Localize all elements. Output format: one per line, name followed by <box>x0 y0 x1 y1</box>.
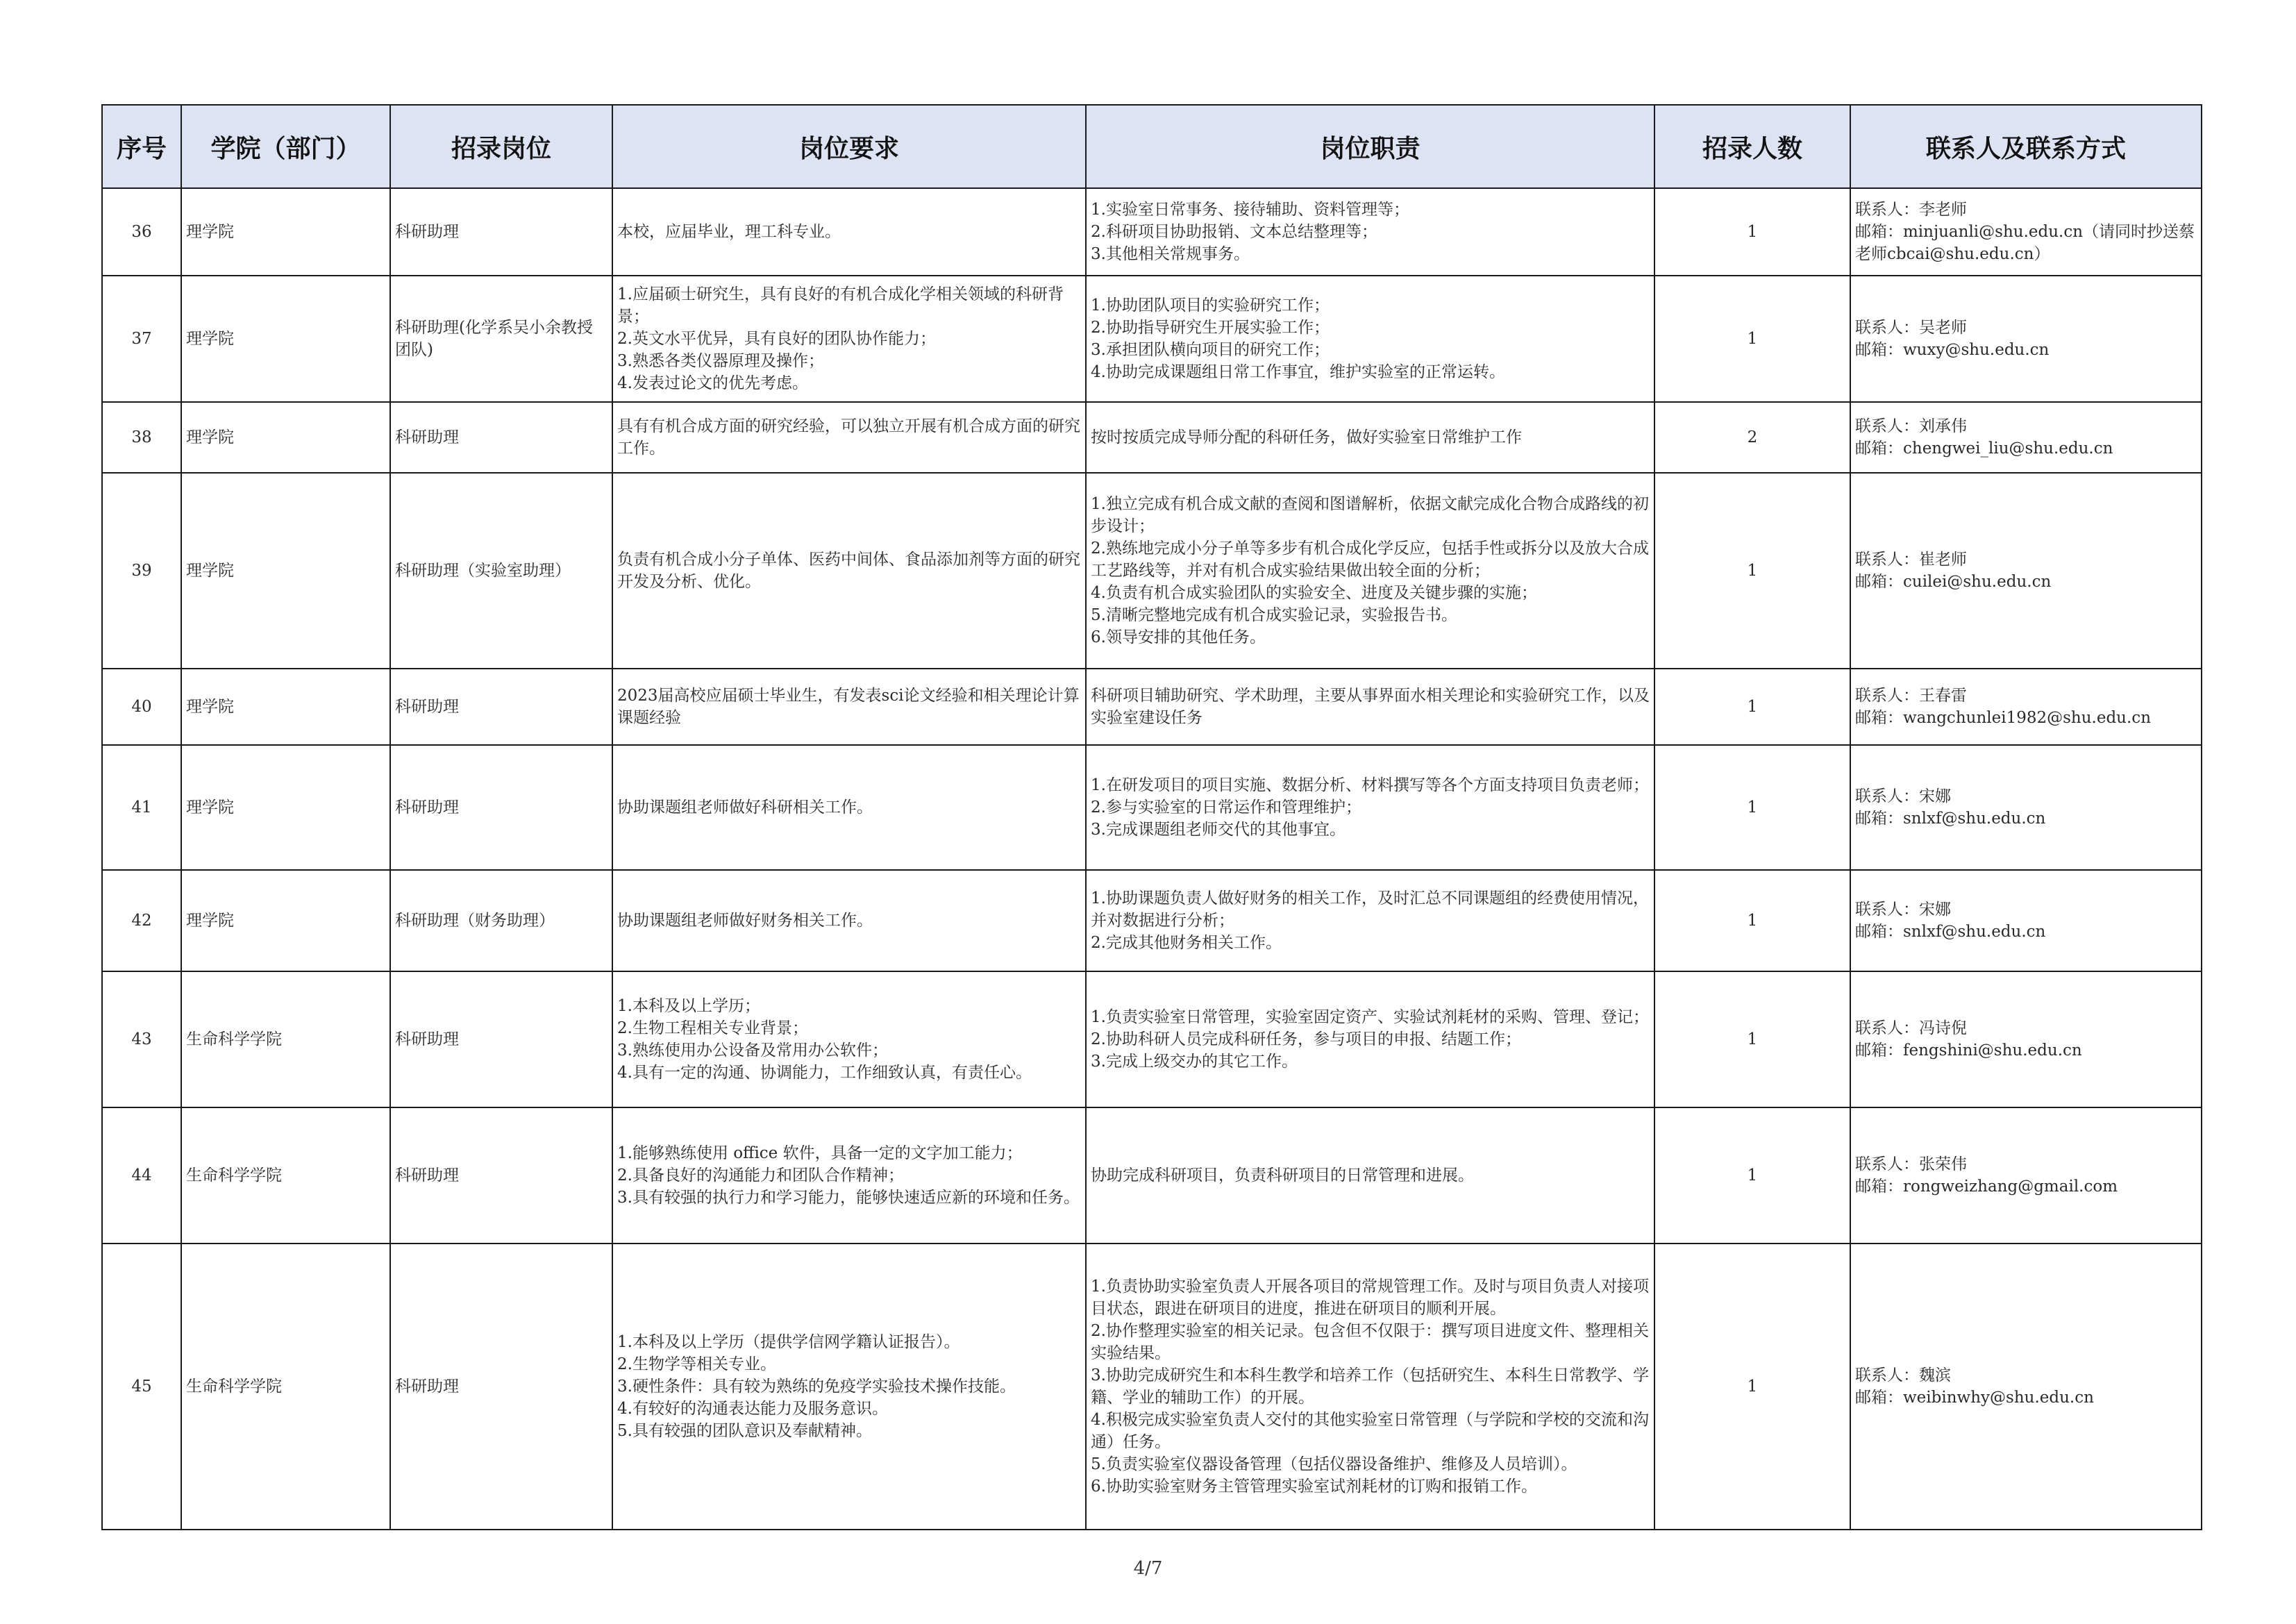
row-college: 生命科学学院 <box>181 1244 390 1530</box>
row-duties: 科研项目辅助研究、学术助理，主要从事界面水相关理论和实验研究工作，以及实验室建设任务 <box>1086 669 1654 745</box>
header-requirements: 岗位要求 <box>612 105 1086 188</box>
row-count: 1 <box>1654 669 1850 745</box>
row-index: 37 <box>102 276 181 402</box>
row-position: 科研助理 <box>390 745 612 870</box>
table-row <box>102 473 2202 669</box>
row-index: 44 <box>102 1107 181 1244</box>
row-position: 科研助理 <box>390 188 612 276</box>
header-count: 招录人数 <box>1654 105 1850 188</box>
row-index: 39 <box>102 473 181 669</box>
row-index: 41 <box>102 745 181 870</box>
header-row <box>102 105 2202 188</box>
row-college: 理学院 <box>181 276 390 402</box>
row-contact: 联系人：宋娜 邮箱：snlxf@shu.edu.cn <box>1850 745 2202 870</box>
row-position: 科研助理 <box>390 971 612 1107</box>
row-duties: 协助完成科研项目，负责科研项目的日常管理和进展。 <box>1086 1107 1654 1244</box>
table-row <box>102 276 2202 402</box>
row-contact: 联系人：张荣伟 邮箱：rongweizhang@gmail.com <box>1850 1107 2202 1244</box>
row-position: 科研助理（实验室助理） <box>390 473 612 669</box>
header-index: 序号 <box>102 105 181 188</box>
row-requirements: 1.本科及以上学历； 2.生物工程相关专业背景； 3.熟练使用办公设备及常用办公软件； 4.具有一定的沟通、协调能力，工作细致认真，有责任心。 <box>612 971 1086 1107</box>
recruitment-table <box>101 104 2202 1530</box>
row-duties: 1.实验室日常事务、接待辅助、资料管理等； 2.科研项目协助报销、文本总结整理等； 3.其他相关常规事务。 <box>1086 188 1654 276</box>
row-position: 科研助理 <box>390 1244 612 1530</box>
row-index: 40 <box>102 669 181 745</box>
row-count: 1 <box>1654 971 1850 1107</box>
row-requirements: 协助课题组老师做好科研相关工作。 <box>612 745 1086 870</box>
row-count: 1 <box>1654 1244 1850 1530</box>
row-college: 生命科学学院 <box>181 1107 390 1244</box>
row-college: 理学院 <box>181 669 390 745</box>
row-contact: 联系人：冯诗倪 邮箱：fengshini@shu.edu.cn <box>1850 971 2202 1107</box>
row-index: 36 <box>102 188 181 276</box>
table-row <box>102 669 2202 745</box>
row-contact: 联系人：王春雷 邮箱：wangchunlei1982@shu.edu.cn <box>1850 669 2202 745</box>
row-requirements: 负责有机合成小分子单体、医药中间体、食品添加剂等方面的研究开发及分析、优化。 <box>612 473 1086 669</box>
row-duties: 1.协助团队项目的实验研究工作； 2.协助指导研究生开展实验工作； 3.承担团队横向项目的研究工作； 4.协助完成课题组日常工作事宜，维护实验室的正常运转。 <box>1086 276 1654 402</box>
row-college: 理学院 <box>181 188 390 276</box>
row-contact: 联系人：吴老师 邮箱：wuxy@shu.edu.cn <box>1850 276 2202 402</box>
row-count: 1 <box>1654 1107 1850 1244</box>
table-row <box>102 1107 2202 1244</box>
header-position: 招录岗位 <box>390 105 612 188</box>
row-contact: 联系人：宋娜 邮箱：snlxf@shu.edu.cn <box>1850 870 2202 971</box>
row-count: 1 <box>1654 473 1850 669</box>
row-college: 理学院 <box>181 402 390 473</box>
row-requirements: 1.应届硕士研究生，具有良好的有机合成化学相关领域的科研背景； 2.英文水平优异，具有良好的团队协作能力； 3.熟悉各类仪器原理及操作； 4.发表过论文的优先考虑。 <box>612 276 1086 402</box>
row-index: 42 <box>102 870 181 971</box>
row-index: 45 <box>102 1244 181 1530</box>
table-row <box>102 745 2202 870</box>
row-requirements: 具有有机合成方面的研究经验，可以独立开展有机合成方面的研究工作。 <box>612 402 1086 473</box>
row-count: 2 <box>1654 402 1850 473</box>
row-position: 科研助理 <box>390 402 612 473</box>
table-row <box>102 188 2202 276</box>
row-requirements: 协助课题组老师做好财务相关工作。 <box>612 870 1086 971</box>
row-duties: 1.负责协助实验室负责人开展各项目的常规管理工作。及时与项目负责人对接项目状态，跟进在研项目的进度，推进在研项目的顺利开展。 2.协作整理实验室的相关记录。包含但不仅限于：撰写项目进度文件、整理相关实验结果。 3.协助完成研究生和本科生教学和培养工作（包括研究生、本科生日常教学、学籍、学业的辅助工作）的开展。 4.积极完成实验室负责人交付的其他实验室日常管理（与学院和学校的交流和沟通）任务。 5.负责实验室仪器设备管理（包括仪器设备维护、维修及人员培训）。 6.协助实验室财务主管管理实验室试剂耗材的订购和报销工作。 <box>1086 1244 1654 1530</box>
page-number: 4/7 <box>1133 1558 1163 1579</box>
header-contact: 联系人及联系方式 <box>1850 105 2202 188</box>
row-requirements: 本校，应届毕业，理工科专业。 <box>612 188 1086 276</box>
row-requirements: 1.能够熟练使用 office 软件，具备一定的文字加工能力； 2.具备良好的沟通能力和团队合作精神； 3.具有较强的执行力和学习能力，能够快速适应新的环境和任务。 <box>612 1107 1086 1244</box>
row-count: 1 <box>1654 188 1850 276</box>
row-position: 科研助理 <box>390 669 612 745</box>
row-duties: 1.独立完成有机合成文献的查阅和图谱解析，依据文献完成化合物合成路线的初步设计； 2.熟练地完成小分子单等多步有机合成化学反应，包括手性或拆分以及放大合成工艺路线等，并对有机合成实验结果做出较全面的分析； 4.负责有机合成实验团队的实验安全、进度及关键步骤的实施； 5.清晰完整地完成有机合成实验记录，实验报告书。 6.领导安排的其他任务。 <box>1086 473 1654 669</box>
row-position: 科研助理 <box>390 1107 612 1244</box>
row-college: 理学院 <box>181 870 390 971</box>
row-duties: 1.在研发项目的项目实施、数据分析、材料撰写等各个方面支持项目负责老师； 2.参与实验室的日常运作和管理维护； 3.完成课题组老师交代的其他事宜。 <box>1086 745 1654 870</box>
row-college: 理学院 <box>181 473 390 669</box>
table-row <box>102 1244 2202 1530</box>
row-position: 科研助理(化学系吴小余教授团队) <box>390 276 612 402</box>
row-contact: 联系人：李老师 邮箱：minjuanli@shu.edu.cn（请同时抄送蔡老师cbcai@shu.edu.cn） <box>1850 188 2202 276</box>
table-row <box>102 402 2202 473</box>
row-index: 38 <box>102 402 181 473</box>
row-duties: 1.负责实验室日常管理，实验室固定资产、实验试剂耗材的采购、管理、登记； 2.协助科研人员完成科研任务，参与项目的申报、结题工作； 3.完成上级交办的其它工作。 <box>1086 971 1654 1107</box>
table-row <box>102 870 2202 971</box>
row-contact: 联系人：魏滨 邮箱：weibinwhy@shu.edu.cn <box>1850 1244 2202 1530</box>
row-duties: 按时按质完成导师分配的科研任务，做好实验室日常维护工作 <box>1086 402 1654 473</box>
row-index: 43 <box>102 971 181 1107</box>
row-position: 科研助理（财务助理） <box>390 870 612 971</box>
row-count: 1 <box>1654 870 1850 971</box>
table-row <box>102 971 2202 1107</box>
row-college: 生命科学学院 <box>181 971 390 1107</box>
row-count: 1 <box>1654 276 1850 402</box>
row-requirements: 2023届高校应届硕士毕业生，有发表sci论文经验和相关理论计算课题经验 <box>612 669 1086 745</box>
header-college: 学院（部门） <box>181 105 390 188</box>
row-contact: 联系人：崔老师 邮箱：cuilei@shu.edu.cn <box>1850 473 2202 669</box>
header-duties: 岗位职责 <box>1086 105 1654 188</box>
row-college: 理学院 <box>181 745 390 870</box>
row-requirements: 1.本科及以上学历（提供学信网学籍认证报告）。 2.生物学等相关专业。 3.硬性条件：具有较为熟练的免疫学实验技术操作技能。 4.有较好的沟通表达能力及服务意识。 5.具有较强的团队意识及奉献精神。 <box>612 1244 1086 1530</box>
row-count: 1 <box>1654 745 1850 870</box>
row-duties: 1.协助课题负责人做好财务的相关工作，及时汇总不同课题组的经费使用情况，并对数据进行分析； 2.完成其他财务相关工作。 <box>1086 870 1654 971</box>
row-contact: 联系人：刘承伟 邮箱：chengwei_liu@shu.edu.cn <box>1850 402 2202 473</box>
